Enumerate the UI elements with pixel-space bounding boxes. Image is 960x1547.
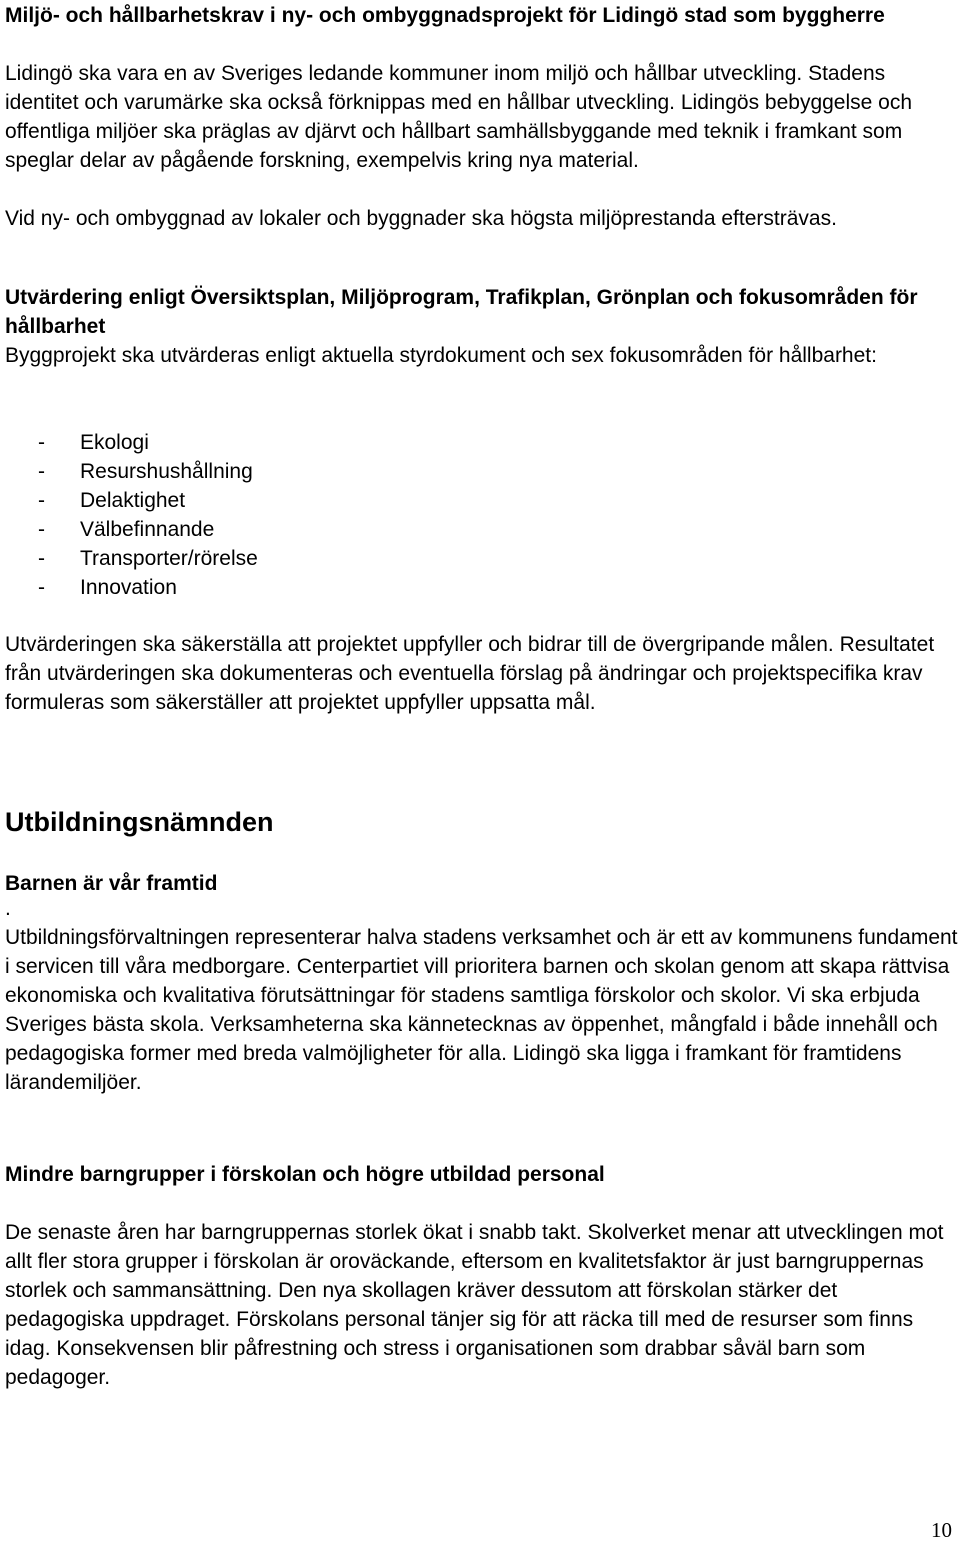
list-item-label: Ekologi: [80, 431, 149, 454]
list-item-label: Resurshushållning: [80, 460, 253, 483]
section-heading-barngrupper: Mindre barngrupper i förskolan och högre utbildad personal: [5, 1163, 605, 1186]
paragraph-barngrupper: De senaste åren har barngruppernas storlek ökat i snabb takt. Skolverket menar att utvecklingen mot allt fler stora grupper i förskolan är oroväckande, eftersom en kvalitetsfaktor är just barngruppernas storlek och sammansättning. Den nya skollagen kräver dessutom att förskolan stärker det pedagogiska uppdraget. Förskolans personal tänjer sig för att räcka till med de resurser som finns idag. Konsekvensen blir påfrestning och stress i organisationen som drabbar såväl barn som pedagoger.: [5, 1221, 944, 1389]
paragraph-miljo-prestanda: Vid ny- och ombyggnad av lokaler och byggnader ska högsta miljöprestanda eftersträvas.: [5, 207, 837, 230]
list-dash: -: [38, 518, 45, 541]
list-item: [5, 573, 955, 602]
paragraph-miljo-intro: Lidingö ska vara en av Sveriges ledande kommuner inom miljö och hållbar utveckling. Stadens identitet och varumärke ska också förknippas med en hållbar utveckling. Lidingös bebyggelse och offentliga miljöer ska präglas av djärvt och hållbart samhällsbyggande med teknik i framkant som speglar delar av pågående forskning, exempelvis kring nya material.: [5, 62, 913, 172]
list-item: [5, 457, 955, 486]
section-title-utbildningsnamnden: Utbildningsnämnden: [5, 807, 274, 837]
focus-area-list: [5, 428, 955, 602]
list-item-label: Delaktighet: [80, 489, 186, 512]
list-dash: -: [38, 576, 45, 599]
list-item: [5, 428, 955, 457]
list-item: [5, 486, 955, 515]
list-dash: -: [38, 489, 45, 512]
list-item: [5, 515, 955, 544]
list-item-label: Transporter/rörelse: [80, 547, 258, 570]
section-heading-utvardering: Utvärdering enligt Översiktsplan, Miljöprogram, Trafikplan, Grönplan och fokusområden för hållbarhet: [5, 286, 918, 338]
list-item-label: Innovation: [80, 576, 177, 599]
stray-dot: .: [5, 897, 11, 920]
list-item: [5, 544, 955, 573]
section-heading-miljo: Miljö- och hållbarhetskrav i ny- och ombyggnadsprojekt för Lidingö stad som byggherre: [5, 4, 885, 27]
paragraph-utvardering-intro: Byggprojekt ska utvärderas enligt aktuella styrdokument och sex fokusområden för hållbarhet:: [5, 344, 877, 367]
paragraph-utbildning: Utbildningsförvaltningen representerar halva stadens verksamhet och är ett av kommunens fundament i servicen till våra medborgare. Centerpartiet vill prioritera barnen och skolan genom att skapa rättvisa ekonomiska och kvalitativa förutsättningar för stadens samtliga förskolor och skolor. Vi ska erbjuda Sveriges bästa skola. Verksamheterna ska kännetecknas av öppenhet, mångfald i både innehåll och pedagogiska former med breda valmöjligheter för alla. Lidingö ska ligga i framkant för framtidens lärandemiljöer.: [5, 926, 958, 1094]
page-number: 10: [931, 1518, 952, 1542]
paragraph-utvardering-outro: Utvärderingen ska säkerställa att projektet uppfyller och bidrar till de övergripande målen. Resultatet från utvärderingen ska dokumenteras och eventuella förslag på ändringar och projektspecifika krav formuleras som säkerställer att projektet uppfyller uppsatta mål.: [5, 633, 935, 714]
subheading-barnen: Barnen är vår framtid: [5, 872, 218, 895]
list-dash: -: [38, 460, 45, 483]
list-item-label: Välbefinnande: [80, 518, 215, 541]
list-dash: -: [38, 547, 45, 570]
list-dash: -: [38, 431, 45, 454]
